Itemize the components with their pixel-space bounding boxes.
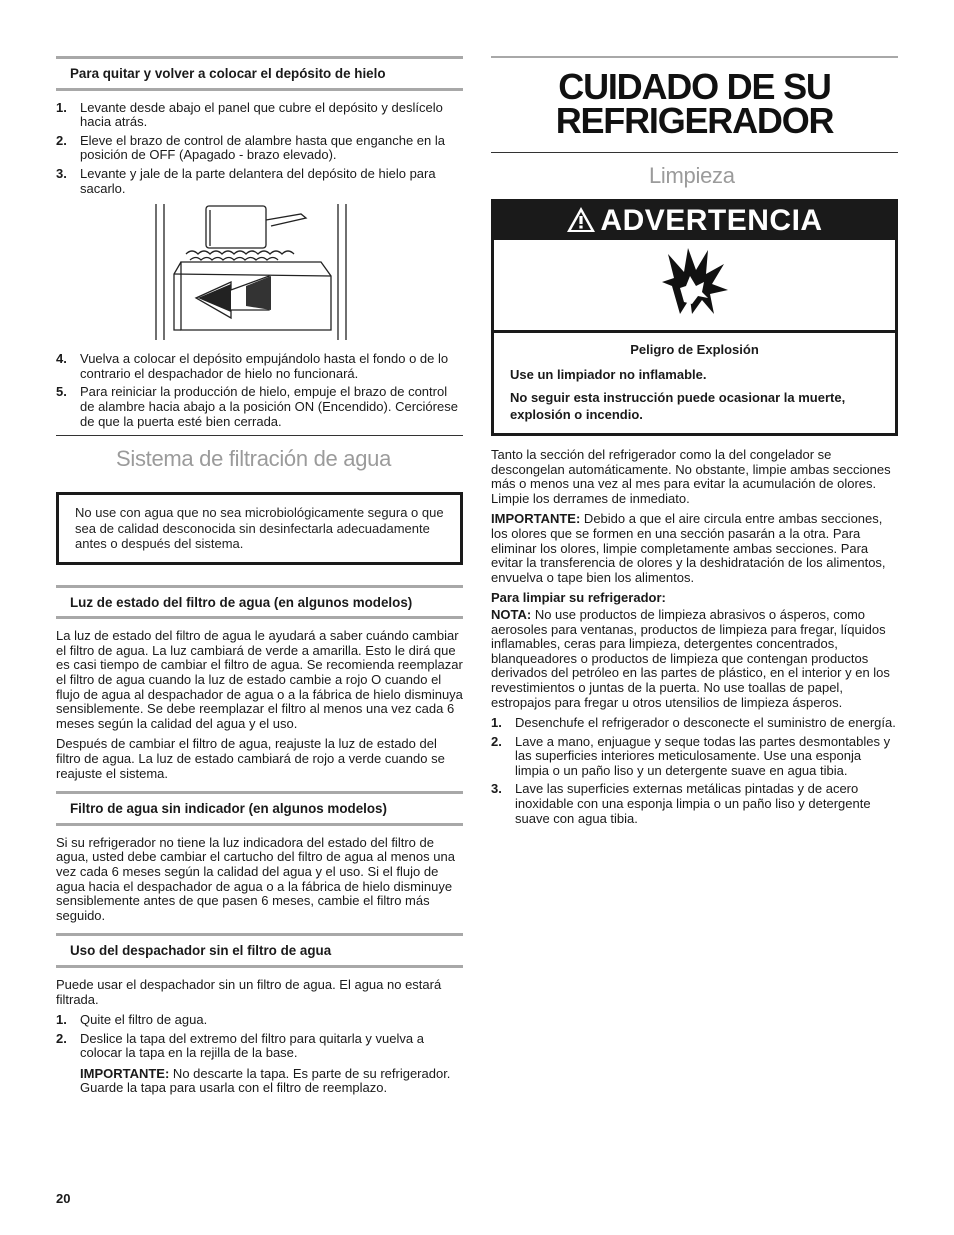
list-item: 3. Lave las superficies externas metálicas pintadas y de acero inoxidable con una esponja limpia o un paño liso y detergente suave con agua tibia. [491, 781, 871, 826]
clean-heading: Para limpiar su refrigerador: [491, 590, 666, 606]
list-item: 5. Para reiniciar la producción de hielo, empuje el brazo de control de alambre hacia abajo a la posición ON (Encendido). Cerciórese de que la puerta esté bien cerrada. [56, 384, 458, 429]
left-column [56, 56, 463, 1102]
warning-line-1: Use un limpiador no inflamable. [510, 367, 707, 382]
no-filter-heading: Uso del despachador sin el filtro de agua [56, 933, 463, 968]
hazard-symbol-area [494, 240, 895, 333]
ice-bin-steps-a [56, 101, 463, 197]
right-column [491, 56, 898, 832]
list-item: 1. Quite el filtro de agua. [56, 1012, 208, 1028]
filtration-section-title: Sistema de filtración de agua [116, 446, 392, 472]
filtration-note-box: No use con agua que no sea microbiológicamente segura o que sea de calidad desconocida sin desinfectarla adecuadamente antes o después del sistema. [56, 492, 463, 565]
no-filter-important: IMPORTANTE: No descarte la tapa. Es parte de su refrigerador. Guarde la tapa para usarla con el filtro de reemplazo. [80, 1065, 451, 1096]
title-bottom-rule [491, 152, 898, 153]
no-filter-paragraph: Puede usar el despachador sin un filtro de agua. El agua no estará filtrada. [56, 976, 442, 1007]
limpieza-section-title: Limpieza [649, 163, 735, 188]
no-filter-steps [56, 1013, 463, 1061]
section-divider [56, 435, 463, 436]
status-light-paragraph-2: Después de cambiar el filtro de agua, reajuste la luz de estado del filtro de agua. La luz de estado cambiará de rojo a verde cuando se reajuste el sistema. [56, 736, 445, 781]
list-item: 1. Desenchufe el refrigerador o desconecte el suministro de energía. [491, 715, 896, 731]
page-title: CUIDADO DE SU REFRIGERADOR [555, 66, 834, 141]
list-item: 4. Vuelva a colocar el depósito empujándolo hasta el fondo o de lo contrario el despachador de hielo no funcionará. [56, 351, 449, 381]
page-number: 20 [56, 1191, 71, 1206]
list-item: 2. Deslice la tapa del extremo del filtro para quitarla y vuelva a colocar la tapa en la rejilla de la base. [56, 1030, 424, 1061]
no-indicator-heading: Filtro de agua sin indicador (en algunos modelos) [56, 791, 463, 826]
list-item: 2. Lave a mano, enjuague y seque todas las partes desmontables y las superficies interiores meticulosamente. Use una esponja limpia o un paño liso y un detergente suave en agua tibia. [491, 733, 891, 778]
nota-paragraph: NOTA: No use productos de limpieza abrasivos o ásperos, como aerosoles para ventanas, productos de limpieza para fregar, líquidos inflamables, ceras para limpieza, detergentes concentrados, blanqueadores o productos de limpieza que contengan productos derivados del petróleo en las partes de plástico, en el interior y en los revestimientos o juntas de la puerta. No use toallas de papel, estropajos para fregar u otros utensilios de limpieza ásperos. [491, 606, 890, 710]
ice-bin-removal-illustration [126, 202, 376, 342]
warning-body [494, 333, 895, 433]
ice-bin-steps-b [56, 352, 463, 429]
explosion-icon [658, 244, 732, 318]
status-light-paragraph-1: La luz de estado del filtro de agua le ayudará a saber cuándo cambiar el filtro de agua. La luz cambiará de verde a amarilla. Esto le dirá que es casi tiempo de cambiar el filtro de agua. Se recomienda reemplazar el filtro de agua cuando la luz de estado cambie a rojo O cuando el flujo de agua al despachador de agua o a la fábrica de hielo disminuya sensiblemente. Se debe reemplazar el filtro al menos una vez cada 6 meses según la calidad del agua y el uso. [56, 628, 463, 731]
ice-bin-heading: Para quitar y volver a colocar el depósito de hielo [56, 56, 463, 91]
important-paragraph: IMPORTANTE: Debido a que el aire circula entre ambas secciones, los olores que se formen en una sección pasarán a la otra. Para eliminar los olores, limpie completamente ambas secciones. Para evitar la transferencia de olores y la deshidratación de los alimentos, envuelva o tape bien los alimentos. [491, 511, 886, 585]
warning-box [491, 199, 898, 436]
hazard-name: Peligro de Explosión [630, 342, 759, 357]
warning-header [494, 202, 895, 240]
list-item: 3. Levante y jale de la parte delantera del depósito de hielo para sacarlo. [56, 165, 436, 196]
warning-label: ADVERTENCIA [600, 204, 823, 237]
warning-triangle-icon [566, 206, 596, 233]
warning-line-2: No seguir esta instrucción puede ocasionar la muerte, explosión o incendio. [510, 390, 846, 422]
list-item: 2. Eleve el brazo de control de alambre hasta que enganche en la posición de OFF (Apagado - brazo elevado). [56, 132, 445, 163]
cleaning-content [491, 448, 898, 826]
list-item: 1. Levante desde abajo el panel que cubre el depósito y deslícelo hacia atrás. [56, 99, 443, 130]
status-light-heading: Luz de estado del filtro de agua (en algunos modelos) [56, 585, 463, 620]
no-indicator-paragraph: Si su refrigerador no tiene la luz indicadora del estado del filtro de agua, usted debe cambiar el cartucho del filtro de agua al menos una vez cada 6 meses según la calidad del agua y el uso. Si el flujo de agua hacia el despachador de agua o a la fábrica de hielo disminuye sensiblemente antes de que pasen 6 meses, cambie el filtro más seguido. [56, 834, 455, 923]
defrost-paragraph: Tanto la sección del refrigerador como la del congelador se descongelan automáticamente. No obstante, limpie ambas secciones más o menos una vez al mes para evitar la acumulación de olores. Limpie los derrames de inmediato. [491, 447, 891, 506]
cleaning-steps [491, 716, 898, 826]
